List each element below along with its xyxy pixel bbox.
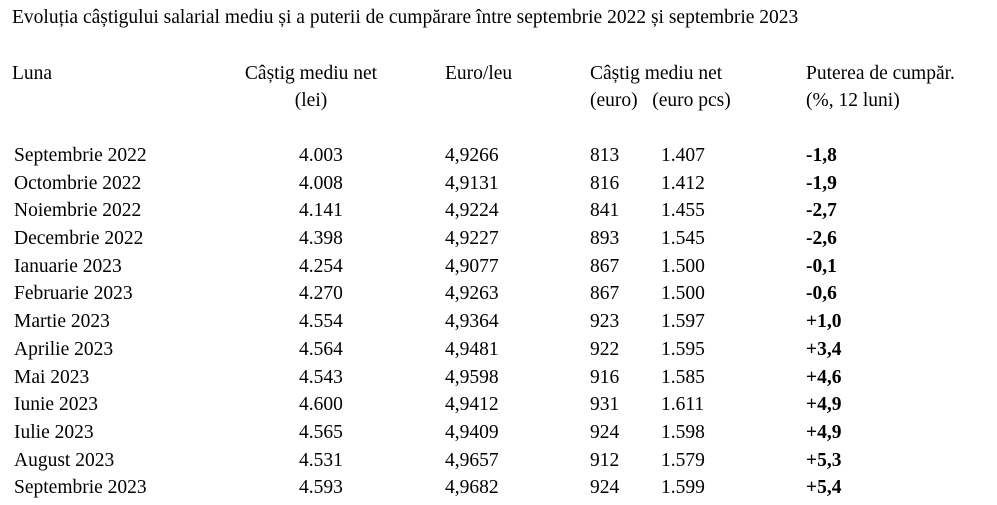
cell-net-euro-pcs: 1.611 [661,394,705,416]
cell-net-euro-pcs: 1.599 [661,477,705,499]
header-net-euro-line1: Câștig mediu net [590,63,723,84]
cell-net-lei: 4.270 [299,283,343,305]
header-net-lei-line1: Câștig mediu net [244,63,378,84]
cell-net-euro-pcs: 1.598 [661,421,705,443]
header-euro-leu [445,60,512,87]
cell-month: August 2023 [14,449,115,471]
table-title: Evoluția câștigului salarial mediu și a puterii de cumpărare între septembrie 2022 și septembrie 2023 [12,7,799,28]
cell-net-lei: 4.008 [299,172,343,194]
cell-purchasing-power: +1,0 [806,311,842,333]
cell-euro-leu: 4,9682 [445,477,499,499]
header-net-euro [590,60,731,114]
cell-euro-leu: 4,9263 [445,283,499,305]
cell-net-lei: 4.554 [299,311,343,333]
cell-net-euro: 916 [590,366,620,388]
cell-purchasing-power: -2,6 [806,228,837,250]
cell-month: Noiembrie 2022 [14,200,142,222]
table-row [0,336,997,364]
cell-net-euro-pcs: 1.595 [661,338,705,360]
cell-purchasing-power: +4,9 [806,421,842,443]
cell-euro-leu: 4,9481 [445,338,499,360]
cell-net-euro: 924 [590,421,620,443]
cell-net-euro: 923 [590,311,620,333]
cell-purchasing-power: -0,6 [806,283,837,305]
cell-purchasing-power: +3,4 [806,338,842,360]
cell-euro-leu: 4,9266 [445,145,499,166]
cell-net-euro: 816 [590,172,620,194]
cell-euro-leu: 4,9131 [445,172,499,194]
cell-purchasing-power: -0,1 [806,255,837,277]
cell-month: Iunie 2023 [14,394,98,416]
cell-purchasing-power: -2,7 [806,200,837,222]
header-net-lei-line2: (lei) [294,90,328,111]
table-row [0,225,997,253]
cell-euro-leu: 4,9224 [445,200,499,222]
cell-net-euro: 924 [590,477,620,499]
table-row [0,142,997,170]
cell-net-lei: 4.141 [299,200,343,222]
cell-purchasing-power: +5,4 [806,477,842,499]
table-row [0,308,997,336]
table-row [0,280,997,308]
cell-month: Septembrie 2022 [14,145,147,166]
cell-net-lei: 4.531 [299,449,343,471]
table-body [0,142,997,502]
cell-net-euro: 867 [590,255,620,277]
table-row [0,197,997,225]
cell-net-lei: 4.003 [299,145,343,166]
cell-euro-leu: 4,9077 [445,255,499,277]
cell-net-lei: 4.398 [299,228,343,250]
cell-month: Septembrie 2023 [14,477,147,499]
cell-net-lei: 4.600 [299,394,343,416]
cell-net-lei: 4.543 [299,366,343,388]
header-purchasing-power-line1: Puterea de cumpăr. [806,63,955,84]
table-row [0,419,997,447]
header-net-lei [230,60,392,114]
cell-month: Mai 2023 [14,366,90,388]
header-purchasing-power [806,60,955,114]
table-row [0,447,997,475]
table-row [0,391,997,419]
cell-net-euro-pcs: 1.500 [661,283,705,305]
cell-net-lei: 4.593 [299,477,343,499]
cell-net-lei: 4.564 [299,338,343,360]
cell-net-euro-pcs: 1.545 [661,228,705,250]
cell-month: Februarie 2023 [14,283,133,305]
cell-net-lei: 4.565 [299,421,343,443]
cell-euro-leu: 4,9657 [445,449,499,471]
header-month-label: Luna [12,63,53,84]
cell-net-euro-pcs: 1.407 [661,145,705,166]
cell-net-euro-pcs: 1.412 [661,172,705,194]
cell-net-euro-pcs: 1.500 [661,255,705,277]
header-purchasing-power-line2: (%, 12 luni) [806,90,900,111]
cell-net-euro: 912 [590,449,620,471]
cell-month: Octombrie 2022 [14,172,142,194]
header-euro-leu-label: Euro/leu [445,63,513,84]
table-row [0,253,997,281]
cell-purchasing-power: -1,9 [806,172,837,194]
cell-net-lei: 4.254 [299,255,343,277]
cell-month: Aprilie 2023 [14,338,114,360]
cell-month: Ianuarie 2023 [14,255,122,277]
cell-net-euro: 922 [590,338,620,360]
cell-net-euro: 867 [590,283,620,305]
cell-net-euro: 893 [590,228,620,250]
cell-month: Martie 2023 [14,311,110,333]
cell-euro-leu: 4,9598 [445,366,499,388]
table-row [0,474,997,502]
cell-euro-leu: 4,9409 [445,421,499,443]
cell-net-euro: 931 [590,394,620,416]
cell-net-euro: 841 [590,200,620,222]
cell-net-euro-pcs: 1.579 [661,449,705,471]
table-row [0,170,997,198]
table-row [0,364,997,392]
cell-purchasing-power: +4,6 [806,366,842,388]
cell-net-euro-pcs: 1.455 [661,200,705,222]
cell-net-euro-pcs: 1.585 [661,366,705,388]
cell-purchasing-power: +4,9 [806,394,842,416]
cell-euro-leu: 4,9412 [445,394,499,416]
cell-month: Decembrie 2022 [14,228,144,250]
cell-euro-leu: 4,9227 [445,228,499,250]
header-month [12,60,52,87]
cell-purchasing-power: -1,8 [806,145,837,166]
cell-month: Iulie 2023 [14,421,94,443]
cell-net-euro: 813 [590,145,620,166]
cell-purchasing-power: +5,3 [806,449,842,471]
header-net-euro-line2: (euro) (euro pcs) [590,90,731,111]
cell-net-euro-pcs: 1.597 [661,311,705,333]
cell-euro-leu: 4,9364 [445,311,499,333]
